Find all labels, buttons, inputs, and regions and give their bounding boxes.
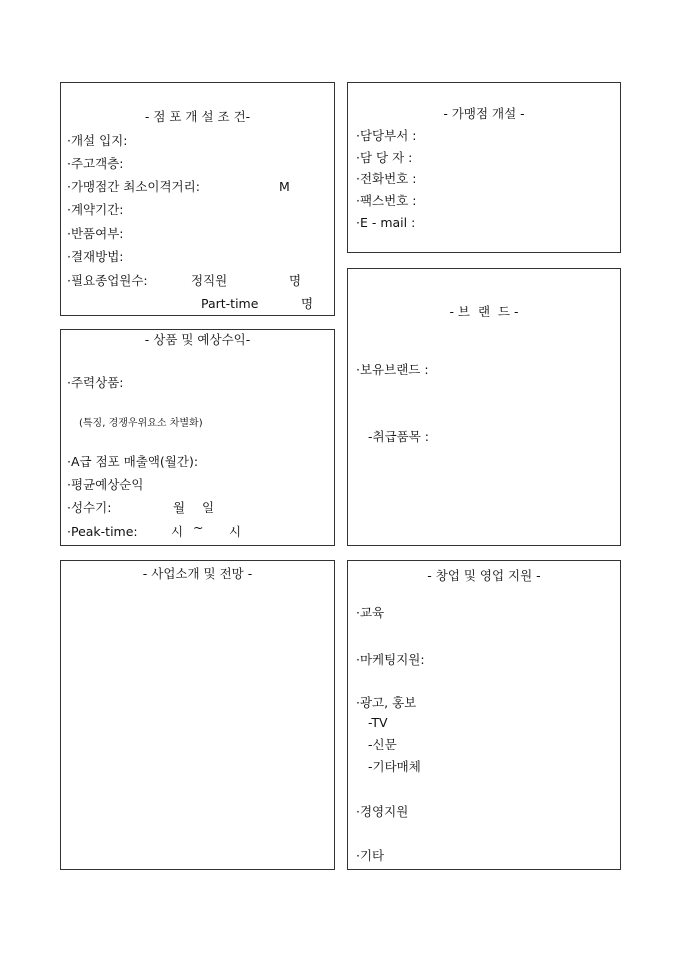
payment-method-field: ·결재방법: [67,249,124,264]
startup-support-box [347,560,621,870]
products-revenue-title: - 상품 및 예상수익- [144,332,251,347]
store-conditions-box [60,82,335,316]
part-time-label: Part-time [201,296,259,311]
phone-field: ·전화번호 : [356,171,417,186]
location-field: ·개설 입지: [67,133,128,148]
peak-time-field: ·Peak-time: [67,524,138,539]
main-customers-field: ·주고객층: [67,156,124,171]
startup-support-title: - 창업 및 영업 지원 - [427,568,541,583]
min-distance-field: ·가맹점간 최소이격거리: [67,179,200,194]
owned-brands-field: ·보유브랜드 : [356,362,429,377]
return-policy-field: ·반품여부: [67,226,124,241]
email-field: ·E - mail : [356,215,416,230]
peak-time-hour-unit-1: 시 [171,524,184,539]
peak-time-hour-unit-2: 시 [229,524,242,539]
brand-box [347,268,621,546]
business-intro-title: - 사업소개 및 전망 - [142,566,253,581]
other-field: ·기타 [356,848,385,863]
regular-staff-label: 정직원 [191,273,228,288]
peak-season-field: ·성수기: [67,500,112,515]
products-revenue-box [60,329,335,546]
newspaper-item: -신문 [368,737,397,752]
management-field: ·경영지원 [356,804,409,819]
contact-person-field: ·담 당 자 : [356,150,413,165]
part-time-unit: 명 [301,296,314,311]
other-media-item: -기타매체 [368,759,421,774]
tv-item: -TV [368,715,388,730]
features-note: (특징, 경쟁우위요소 차별화) [79,418,203,429]
department-field: ·담당부서 : [356,128,417,143]
main-products-field: ·주력상품: [67,375,124,390]
avg-net-profit-field: ·평균예상순익 [67,477,144,492]
regular-staff-unit: 명 [289,273,302,288]
items-handled-field: -취급품목 : [368,429,429,444]
peak-season-month-unit: 월 [173,500,186,515]
franchise-opening-box [347,82,621,253]
store-conditions-title: - 점 포 개 설 조 건- [144,109,251,124]
education-field: ·교육 [356,605,385,620]
business-intro-box [60,560,335,870]
peak-time-tilde: ~ [193,520,204,535]
franchise-opening-title: - 가맹점 개설 - [443,106,525,121]
peak-season-day-unit: 일 [202,500,215,515]
advertising-field: ·광고, 홍보 [356,695,417,710]
min-distance-unit: M [279,179,290,194]
brand-title: - 브 랜 드 - [449,304,519,319]
fax-field: ·팩스번호 : [356,193,417,208]
contract-period-field: ·계약기간: [67,202,124,217]
a-grade-sales-field: ·A급 점포 매출액(월간): [67,454,199,469]
staff-required-field: ·필요종업원수: [67,273,148,288]
marketing-field: ·마케팅지원: [356,652,425,667]
